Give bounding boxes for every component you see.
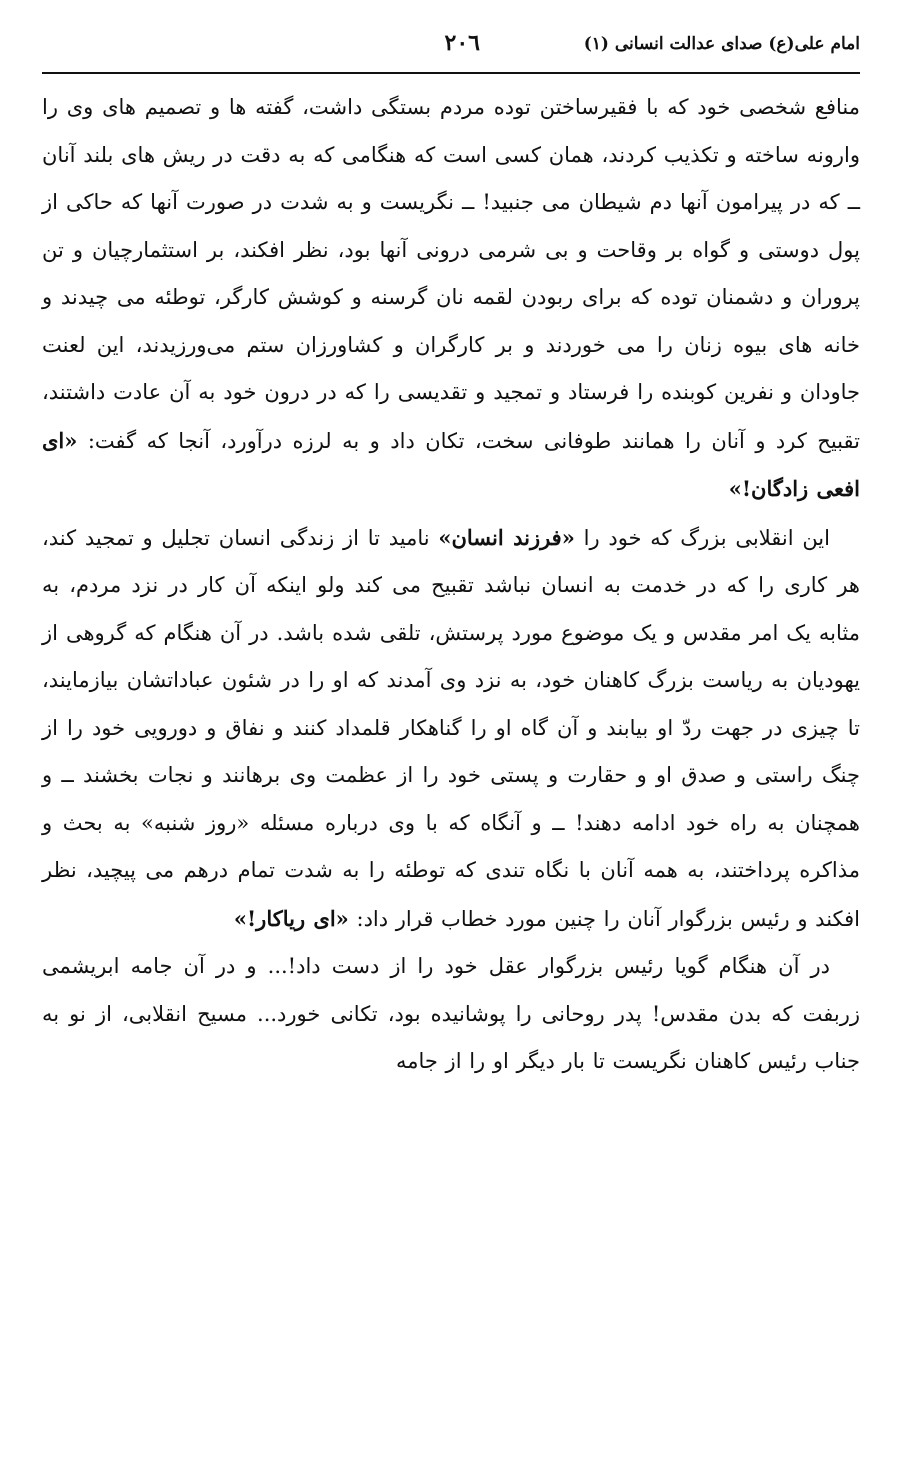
body-text [42,84,860,1086]
paragraph-text: در آن هنگام گویا رئیس بزرگوار عقل خود را از دست داد!... و در آن جامه ابریشمی زربفت که بدن مقدس! پدر روحانی را پوشانیده بود، تکانی خورد... مسیح انقلابی، از نو به جناب رئیس کاهنان نگریست تا بار دیگر او را از جامه [42,954,860,1073]
paragraph-text: این انقلابی بزرگ که خود را [574,525,830,550]
paragraph-text: نامید تا از زندگی انسان تجلیل و تمجید کند، هر کاری را که در خدمت به انسان نباشد تقبیح می کند ولو اینکه آن کار در نزد مردم، به مثابه یک امر مقدس و یک موضوع مورد پرستش، تلقی شده باشد. در آن هنگام که گروهی از یهودیان به ریاست بزرگ کاهنان خود، به نزد وی آمدند که او را در شئون عباداتشان بیازمایند، تا چیزی در جهت ردّ او بیابند و آن گاه او را گناهکار قلمداد کنند و نفاق و دورویی خود را از چنگ راستی و صدق او و حقارت و پستی خود را از عظمت وی برهانند و نجات بخشند ــ و همچنان به راه خود ادامه دهند! ــ و آنگاه که با وی درباره مسئله «روز شنبه» به بحث و مذاکره پرداختند، به همه آنان با نگاه تندی که توطئه را به شدت تمام درهم می پیچید، نظر افکند و رئیس بزرگوار آنان را چنین مورد خطاب قرار داد: [42,525,860,931]
paragraph-2 [42,514,860,944]
header-divider [42,72,860,74]
paragraph-3 [42,943,860,1086]
running-header [42,26,860,68]
paragraph-text: منافع شخصی خود که با فقیرساختن توده مردم بستگی داشت، گفته ها و تصمیم های وی را وارونه ساخته و تکذیب کردند، همان کسی است که هنگامی که به دقت در ریش های بلند آنان ــ که در پیرامون آنها دم شیطان می جنبید! ــ نگریست و به شدت در صورت آنها که حاکی از پول دوستی و گواه بر وقاحت و بی شرمی درونی آنها بود، نظر افکند، بر استثمارچیان و تن پروران و دشمنان توده که برای ربودن لقمه نان گرسنه و کوشش کارگر، توطئه می چیدند و خانه های بیوه زنان را می خوردند و بر کارگران و کشاورزان ستم می‌ورزیدند، این لعنت جاودان و نفرین کوبنده را فرستاد و تمجید و تقدیسی را که در درون خود به آن عادت داشتند، تقبیح کرد و آنان را همانند طوفانی سخت، تکان داد و به لرزه درآورد، آنجا که گفت: [42,95,860,453]
bold-quote: «فرزند انسان» [438,524,575,550]
page-number: ٢٠٦ [444,30,480,56]
bold-quote: «ای افعی زادگان!» [42,427,860,501]
book-title: امام علی(ع) صدای عدالت انسانی (١) [583,34,860,54]
paragraph-1 [42,84,860,514]
bold-quote: «ای ریاکار!» [233,905,349,931]
book-page [42,26,860,1073]
